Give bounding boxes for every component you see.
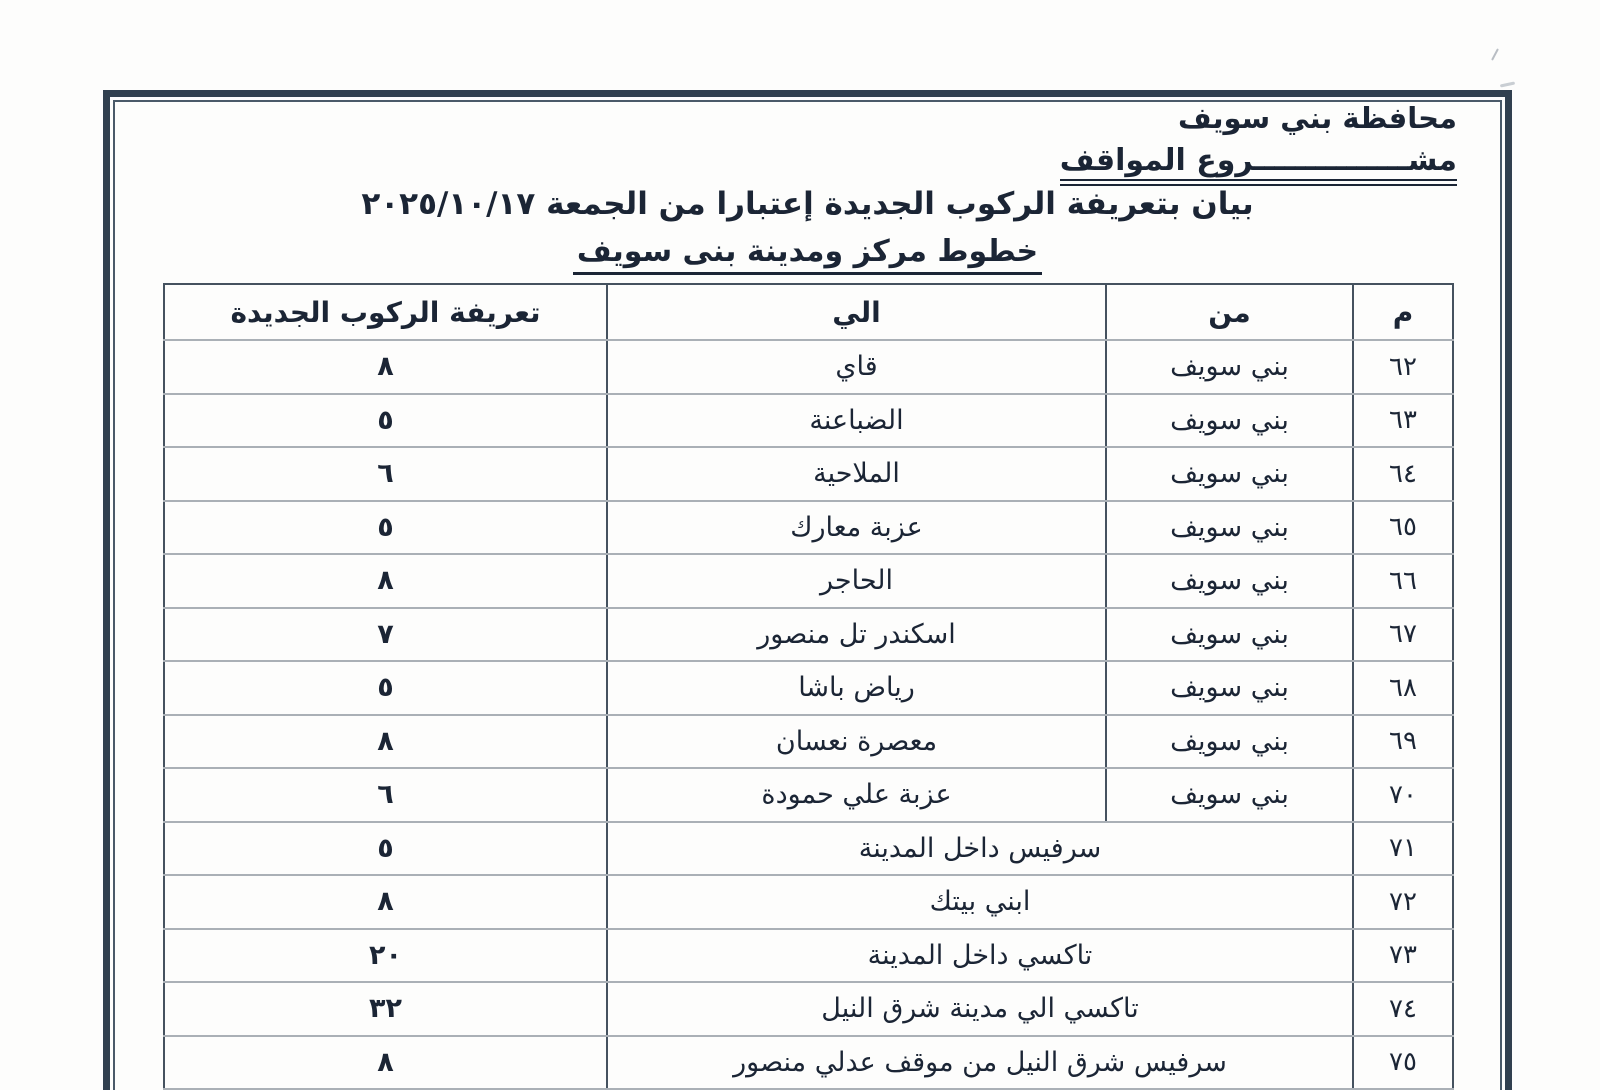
cell-route-number: ٧٣ [1353,929,1453,983]
cell-destination: الحاجر [607,554,1106,608]
cell-destination: معصرة نعسان [607,715,1106,769]
cell-route-number: ٧٠ [1353,768,1453,822]
cell-tariff-value: ٧ [164,608,607,662]
cell-destination: قاي [607,340,1106,394]
cell-route-number: ٧٤ [1353,982,1453,1036]
column-header-no: م [1353,284,1453,340]
cell-origin: بني سويف [1106,768,1353,822]
cell-route-number: ٦٩ [1353,715,1453,769]
cell-route-number: ٦٥ [1353,501,1453,555]
table-row [164,340,1453,394]
column-header-tariff: تعريفة الركوب الجديدة [164,284,607,340]
table-row [164,501,1453,555]
cell-route-number: ٦٨ [1353,661,1453,715]
cell-route-number: ٦٧ [1353,608,1453,662]
cell-tariff-value: ٨ [164,1036,607,1090]
cell-route-number: ٦٤ [1353,447,1453,501]
cell-destination-merged: ابني بيتك [607,875,1353,929]
cell-tariff-value: ٥ [164,661,607,715]
column-header-to: الي [607,284,1106,340]
cell-origin: بني سويف [1106,340,1353,394]
cell-route-number: ٧٢ [1353,875,1453,929]
cell-origin: بني سويف [1106,501,1353,555]
cell-destination: الملاحية [607,447,1106,501]
table-row [164,982,1453,1036]
cell-destination-merged: تاكسي داخل المدينة [607,929,1353,983]
table-row [164,608,1453,662]
scan-artifact [1500,81,1515,87]
tariff-table [163,283,1454,1090]
cell-tariff-value: ٨ [164,554,607,608]
table-row [164,554,1453,608]
cell-route-number: ٦٢ [1353,340,1453,394]
table-row [164,822,1453,876]
table-row [164,715,1453,769]
document-title: بيان بتعريفة الركوب الجديدة إعتبارا من الجمعة ٢٠٢٥/١٠/١٧ [361,186,1254,222]
table-row [164,447,1453,501]
cell-destination: عزبة معارك [607,501,1106,555]
cell-tariff-value: ٥ [164,822,607,876]
cell-destination-merged: تاكسي الي مدينة شرق النيل [607,982,1353,1036]
cell-origin: بني سويف [1106,661,1353,715]
cell-tariff-value: ٢٠ [164,929,607,983]
cell-destination: عزبة علي حمودة [607,768,1106,822]
cell-route-number: ٦٦ [1353,554,1453,608]
governorate-name: محافظة بني سويف [1178,101,1457,135]
table-header-row [164,284,1453,340]
cell-tariff-value: ٥ [164,394,607,448]
cell-destination: الضباعنة [607,394,1106,448]
document-subtitle: خطوط مركز ومدينة بنى سويف [103,234,1512,269]
cell-destination-merged: سرفيس داخل المدينة [607,822,1353,876]
table-row [164,394,1453,448]
cell-tariff-value: ٥ [164,501,607,555]
scan-artifact [1491,48,1499,60]
cell-tariff-value: ٦ [164,447,607,501]
cell-route-number: ٦٣ [1353,394,1453,448]
table-row [164,875,1453,929]
project-name: مشـــــــــــــــروع المواقف [1060,143,1457,186]
column-header-from: من [1106,284,1353,340]
cell-origin: بني سويف [1106,394,1353,448]
cell-origin: بني سويف [1106,608,1353,662]
cell-origin: بني سويف [1106,447,1353,501]
table-row [164,1036,1453,1090]
cell-origin: بني سويف [1106,554,1353,608]
cell-origin: بني سويف [1106,715,1353,769]
cell-tariff-value: ٨ [164,715,607,769]
table-row [164,929,1453,983]
table-row [164,768,1453,822]
cell-destination-merged: سرفيس شرق النيل من موقف عدلي منصور [607,1036,1353,1090]
table-row [164,661,1453,715]
cell-tariff-value: ٨ [164,875,607,929]
cell-tariff-value: ٣٢ [164,982,607,1036]
cell-tariff-value: ٨ [164,340,607,394]
cell-tariff-value: ٦ [164,768,607,822]
cell-destination: اسكندر تل منصور [607,608,1106,662]
cell-route-number: ٧٥ [1353,1036,1453,1090]
cell-route-number: ٧١ [1353,822,1453,876]
cell-destination: رياض باشا [607,661,1106,715]
